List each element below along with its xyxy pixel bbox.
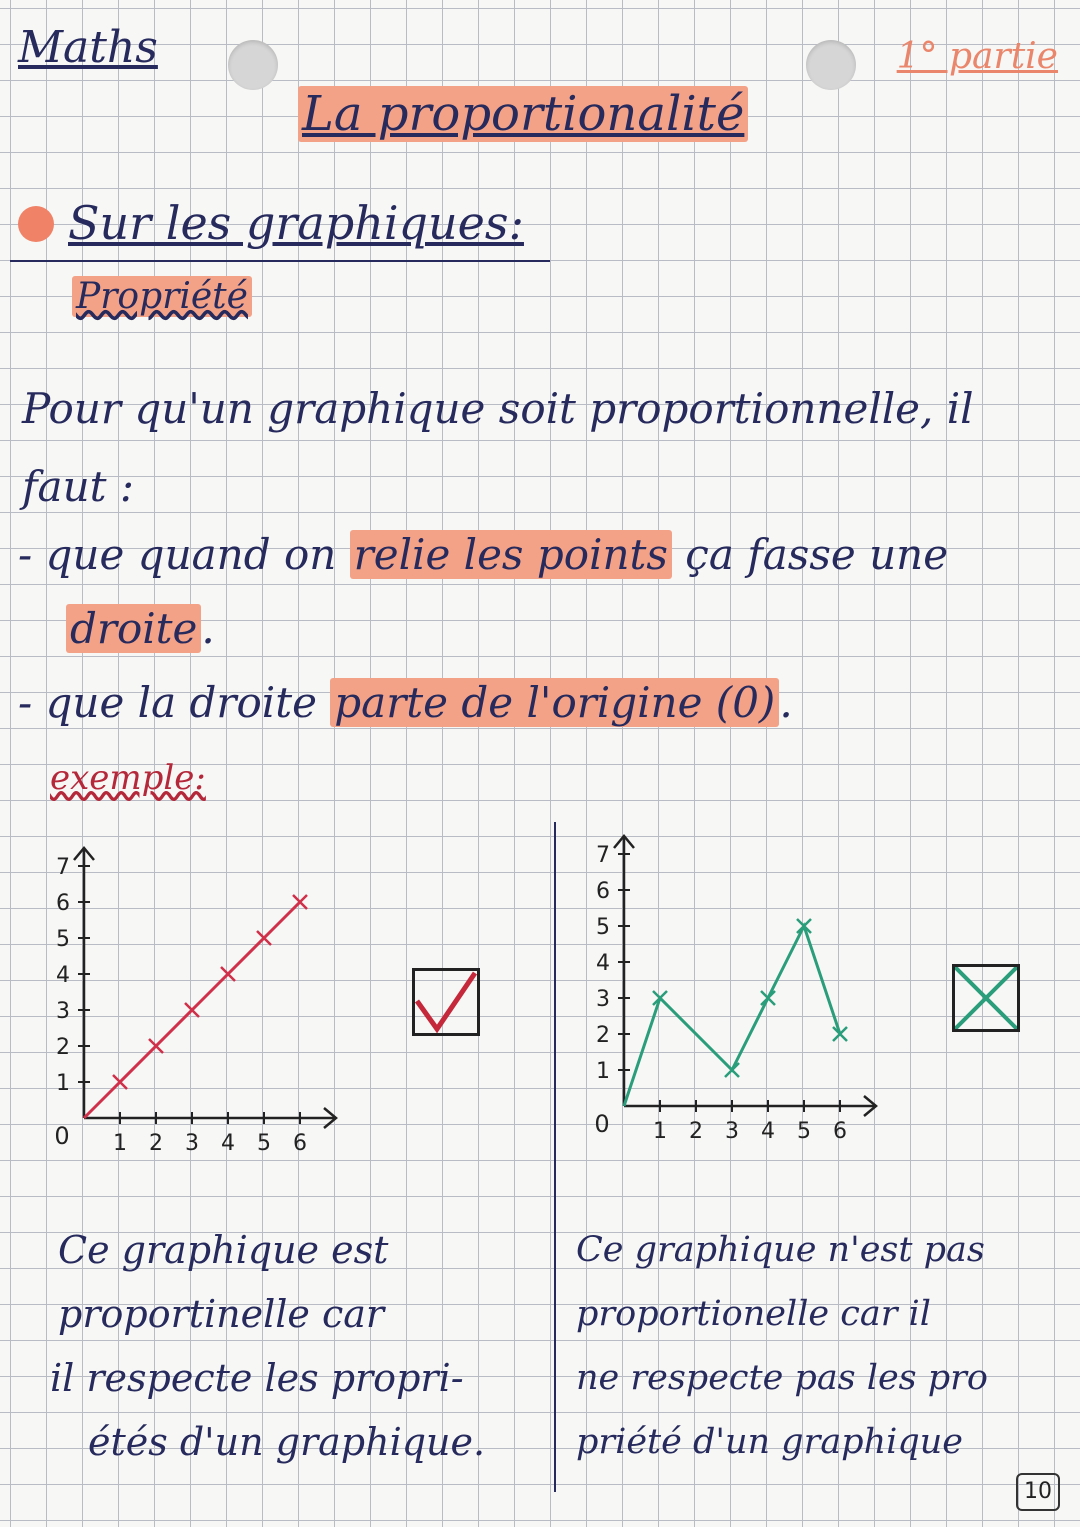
prop-chart-x-tick-label: 5 (257, 1131, 271, 1156)
page-number: 10 (1016, 1473, 1060, 1511)
nonprop-chart-x-tick-label: 5 (797, 1119, 811, 1144)
nonprop-chart-data-point (833, 1027, 847, 1041)
prop-chart-data-point (293, 895, 307, 909)
check-box (412, 968, 480, 1036)
section-heading: Sur les graphiques: (68, 196, 524, 250)
chart-non-proportional (580, 810, 900, 1150)
nonprop-chart-x-tick-label: 4 (761, 1119, 775, 1144)
prop-chart-data-point (113, 1075, 127, 1089)
nonprop-chart-y-tick-label: 3 (596, 987, 610, 1012)
nonprop-chart-series-line (624, 926, 840, 1106)
rule-2-prefix: - que la droite (18, 678, 317, 727)
chart-proportional (40, 820, 360, 1180)
note-left-line-2: proportinelle car (58, 1292, 385, 1336)
column-divider (554, 822, 556, 1492)
prop-chart-y-tick-label: 2 (56, 1035, 70, 1060)
prop-chart-origin-label: 0 (54, 1122, 70, 1150)
rule-1-highlight-points: relie les points (350, 530, 672, 579)
subject-title: Maths (18, 22, 158, 73)
note-right-line-1: Ce graphique n'est pas (576, 1230, 985, 1270)
title-highlight: La proportionalité (298, 86, 748, 142)
intro-line-2: faut : (22, 462, 135, 511)
nonprop-chart-data-point (761, 991, 775, 1005)
nonprop-chart-x-tick-label: 2 (689, 1119, 703, 1144)
nonprop-chart-x-tick-label: 3 (725, 1119, 739, 1144)
rule-1-highlight-droite: droite (66, 604, 201, 653)
nonprop-chart-y-tick-label: 6 (596, 879, 610, 904)
rule-1-prefix: - que quand on (18, 530, 337, 579)
nonprop-chart-origin-label: 0 (594, 1110, 610, 1138)
property-label (72, 276, 252, 317)
note-left (50, 1218, 486, 1474)
property-highlight: Propriété (72, 276, 252, 317)
section-underline (10, 260, 550, 262)
binder-hole-right (806, 40, 856, 90)
prop-chart-data-point (149, 1039, 163, 1053)
nonprop-chart-y-tick-label: 4 (596, 951, 610, 976)
nonprop-chart-y-tick-label: 2 (596, 1023, 610, 1048)
nonprop-chart-y-tick-label: 1 (596, 1059, 610, 1084)
binder-hole-left (228, 40, 278, 90)
cross-box (952, 964, 1020, 1032)
rule-1-line (18, 530, 948, 579)
prop-chart-y-tick-label: 1 (56, 1071, 70, 1096)
rule-1-line-2 (66, 604, 215, 653)
note-right-line-4: priété d'un graphique (576, 1422, 963, 1462)
prop-chart-y-tick-label: 7 (56, 855, 70, 880)
nonprop-chart-data-point (797, 919, 811, 933)
nonprop-chart-x-tick-label: 6 (833, 1119, 847, 1144)
prop-chart-data-point (257, 931, 271, 945)
rule-2-suffix: . (779, 678, 793, 727)
rule-1-middle: ça fasse une (685, 530, 949, 579)
nonprop-chart-y-tick-label: 7 (596, 843, 610, 868)
prop-chart-data-point (221, 967, 235, 981)
prop-chart-data-point (185, 1003, 199, 1017)
note-right (576, 1218, 988, 1474)
prop-chart-y-tick-label: 6 (56, 891, 70, 916)
nonprop-chart-data-point (653, 991, 667, 1005)
rule-2-highlight-origin: parte de l'origine (0) (330, 678, 779, 727)
prop-chart-x-tick-label: 4 (221, 1131, 235, 1156)
part-label: 1° partie (896, 36, 1058, 77)
page-title (298, 86, 748, 142)
note-right-line-3: ne respecte pas les pro (576, 1358, 988, 1398)
intro-line-1: Pour qu'un graphique soit proportionnelle, il (22, 384, 974, 433)
prop-chart-y-tick-label: 5 (56, 927, 70, 952)
note-left-line-3: il respecte les propri- (50, 1356, 464, 1400)
cross-icon (955, 967, 1017, 1029)
prop-chart-x-tick-label: 6 (293, 1131, 307, 1156)
prop-chart-x-tick-label: 2 (149, 1131, 163, 1156)
prop-chart-y-tick-label: 3 (56, 999, 70, 1024)
note-left-line-1: Ce graphique est (58, 1228, 389, 1272)
check-icon (415, 971, 477, 1033)
note-left-line-4: étés d'un graphique. (88, 1420, 486, 1464)
nonprop-chart-x-tick-label: 1 (653, 1119, 667, 1144)
nonprop-chart-data-point (725, 1063, 739, 1077)
note-right-line-2: proportionelle car il (576, 1294, 931, 1334)
rule-2-line (18, 678, 793, 727)
nonprop-chart-y-tick-label: 5 (596, 915, 610, 940)
section-bullet-icon (18, 206, 54, 242)
prop-chart-y-tick-label: 4 (56, 963, 70, 988)
prop-chart-x-tick-label: 1 (113, 1131, 127, 1156)
example-label: exemple: (50, 758, 206, 798)
rule-1-suffix: . (201, 604, 215, 653)
prop-chart-x-tick-label: 3 (185, 1131, 199, 1156)
